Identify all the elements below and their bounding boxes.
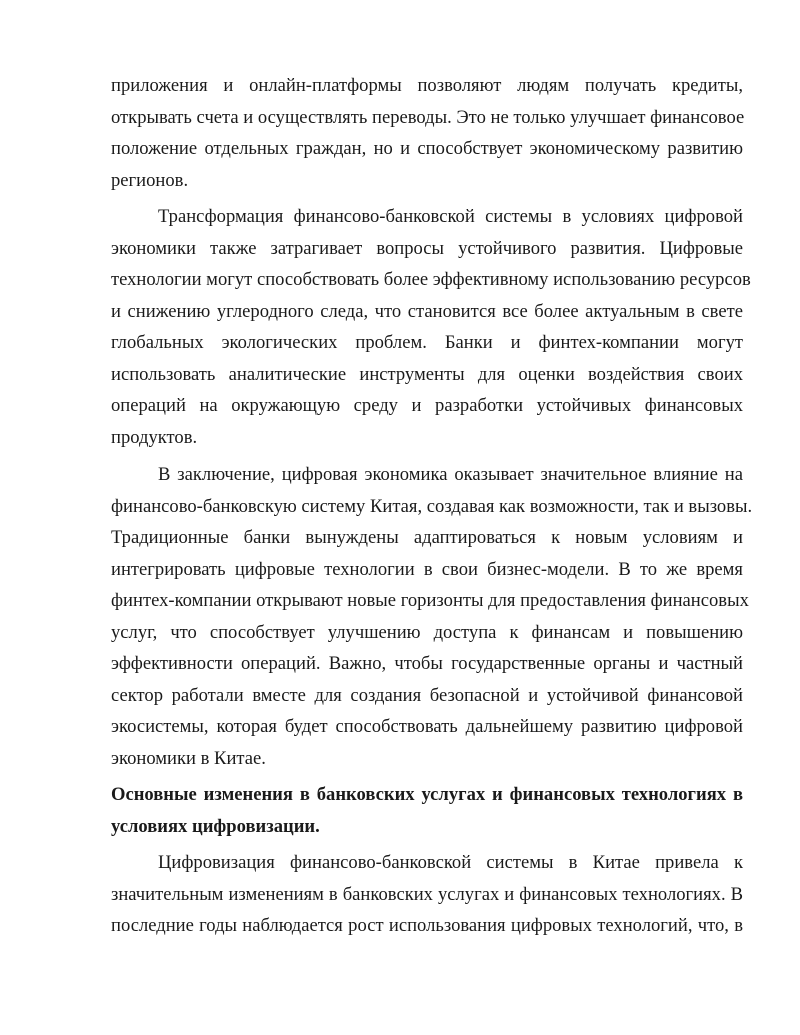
text-line: последние годы наблюдается рост использования цифровых технологий, что, в bbox=[111, 915, 743, 936]
text-line: приложения и онлайн-платформы позволяют людям получать кредиты, bbox=[111, 75, 743, 96]
text-line: регионов. bbox=[111, 169, 189, 191]
text-line: технологии могут способствовать более эффективному использованию ресурсов bbox=[111, 269, 751, 290]
text-line: значительным изменениям в банковских услугах и финансовых технологиях. В bbox=[111, 883, 743, 905]
text-line: интегрировать цифровые технологии в свои бизнес-модели. В то же время bbox=[111, 558, 743, 580]
text-line: экономики в Китае. bbox=[111, 747, 266, 769]
paragraph-conclusion bbox=[111, 459, 753, 774]
text-line: использовать аналитические инструменты для оценки воздействия своих bbox=[111, 363, 743, 385]
text-line: экономики также затрагивает вопросы устойчивого развития. Цифровые bbox=[111, 237, 743, 259]
text-line: услуг, что способствует улучшению доступа к финансам и повышению bbox=[111, 621, 743, 643]
text-line: Традиционные банки вынуждены адаптироваться к новым условиям и bbox=[111, 527, 743, 548]
text-line: финансово-банковскую систему Китая, создавая как возможности, так и вызовы. bbox=[111, 495, 753, 517]
text-line: открывать счета и осуществлять переводы. Это не только улучшает финансовое bbox=[111, 106, 745, 128]
paragraph-sustainability bbox=[111, 201, 751, 453]
text-line: операций на окружающую среду и разработки устойчивых финансовых bbox=[111, 395, 743, 416]
paragraph-continuation bbox=[111, 70, 743, 196]
paragraph-digitalization bbox=[111, 847, 743, 942]
text-line: финтех-компании открывают новые горизонты для предоставления финансовых bbox=[111, 590, 749, 611]
text-line: сектор работали вместе для создания безопасной и устойчивой финансовой bbox=[111, 684, 743, 706]
document-body bbox=[111, 70, 753, 942]
text-line: Цифровизация финансово-банковской системы в Китае привела к bbox=[158, 852, 743, 873]
text-line: эффективности операций. Важно, чтобы государственные органы и частный bbox=[111, 653, 743, 674]
heading-line: условиях цифровизации. bbox=[111, 815, 320, 837]
heading-line: Основные изменения в банковских услугах и финансовых технологиях в bbox=[111, 784, 743, 805]
text-line: положение отдельных граждан, но и способствует экономическому развитию bbox=[111, 138, 743, 159]
text-line: глобальных экологических проблем. Банки и финтех-компании могут bbox=[111, 332, 743, 353]
text-line: продуктов. bbox=[111, 426, 198, 448]
text-line: В заключение, цифровая экономика оказывает значительное влияние на bbox=[158, 464, 743, 485]
section-heading bbox=[111, 779, 743, 842]
text-line: и снижению углеродного следа, что становится все более актуальным в свете bbox=[111, 300, 743, 322]
text-line: Трансформация финансово-банковской системы в условиях цифровой bbox=[158, 206, 743, 227]
text-line: экосистемы, которая будет способствовать дальнейшему развитию цифровой bbox=[111, 716, 743, 737]
